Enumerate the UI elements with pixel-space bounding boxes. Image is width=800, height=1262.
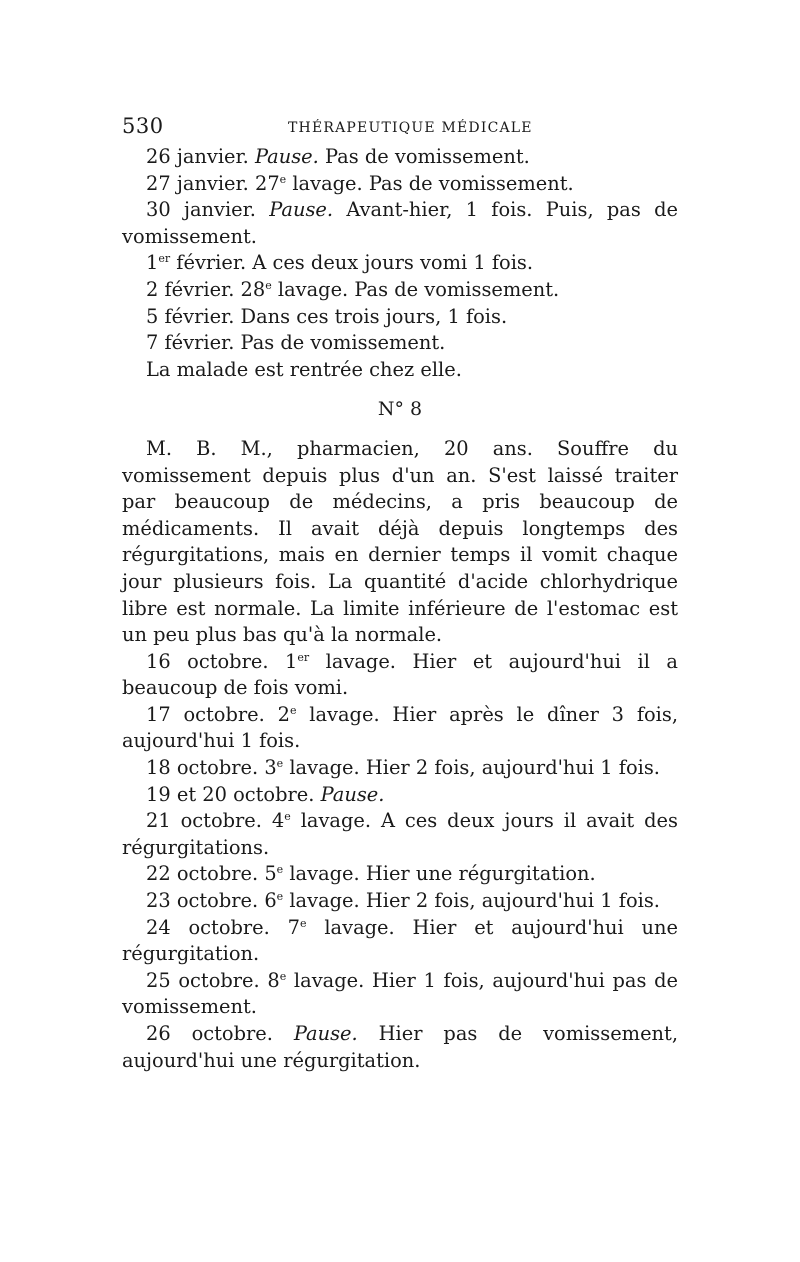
diary-entry: 21 octobre. 4e lavage. A ces deux jours il avait des régurgitations. (122, 809, 678, 859)
page-number: 530 (122, 114, 164, 138)
diary-entry: 22 octobre. 5e lavage. Hier une régurgitation. (146, 862, 596, 886)
running-title: THÉRAPEUTIQUE MÉDICALE (288, 120, 533, 136)
diary-entry: 24 octobre. 7e lavage. Hier et aujourd'hui une régurgitation. (122, 915, 678, 966)
body-text (122, 144, 678, 1074)
diary-entry: 26 janvier. Pause. Pas de vomissement. (146, 145, 530, 168)
diary-entry: 25 octobre. 8e lavage. Hier 1 fois, aujourd'hui pas de vomissement. (122, 968, 678, 1019)
page-header (122, 114, 682, 144)
diary-entry: 16 octobre. 1er lavage. Hier et aujourd'hui il a beaucoup de fois vomi. (122, 649, 678, 700)
diary-entry: 26 octobre. Pause. Hier pas de vomissement, aujourd'hui une régurgitation. (122, 1022, 678, 1072)
diary-entry: La malade est rentrée chez elle. (146, 357, 462, 381)
diary-entry: 27 janvier. 27e lavage. Pas de vomissement. (146, 171, 574, 195)
diary-entry: 17 octobre. 2e lavage. Hier après le dîner 3 fois, aujourd'hui 1 fois. (122, 702, 678, 753)
diary-entry: 1er février. A ces deux jours vomi 1 fois. (146, 251, 534, 275)
diary-entry: 19 et 20 octobre. Pause. (146, 782, 385, 806)
diary-entry: 5 février. Dans ces trois jours, 1 fois. (146, 304, 508, 328)
diary-entry: 18 octobre. 3e lavage. Hier 2 fois, aujourd'hui 1 fois. (146, 756, 660, 780)
diary-entry: 7 février. Pas de vomissement. (146, 331, 446, 355)
diary-entry: 23 octobre. 6e lavage. Hier 2 fois, aujourd'hui 1 fois. (146, 889, 660, 913)
diary-entry: 2 février. 28e lavage. Pas de vomissement. (146, 277, 560, 301)
diary-entry: 30 janvier. Pause. Avant-hier, 1 fois. Puis, pas de vomissement. (122, 198, 678, 248)
case-heading: N° 8 (377, 398, 423, 421)
case-intro: M. B. M., pharmacien, 20 ans. Souffre du vomissement depuis plus d'un an. S'est laissé traiter par beaucoup de médecins, a pris beaucoup de médicaments. Il avait déjà depuis longtemps des régurgitations, mais en dernier temps il vomit chaque jour plusieurs fois. La quantité d'acide chlorhydrique libre est normale. La limite inférieure de l'estomac est un peu plus bas qu'à la normale. (122, 436, 678, 647)
